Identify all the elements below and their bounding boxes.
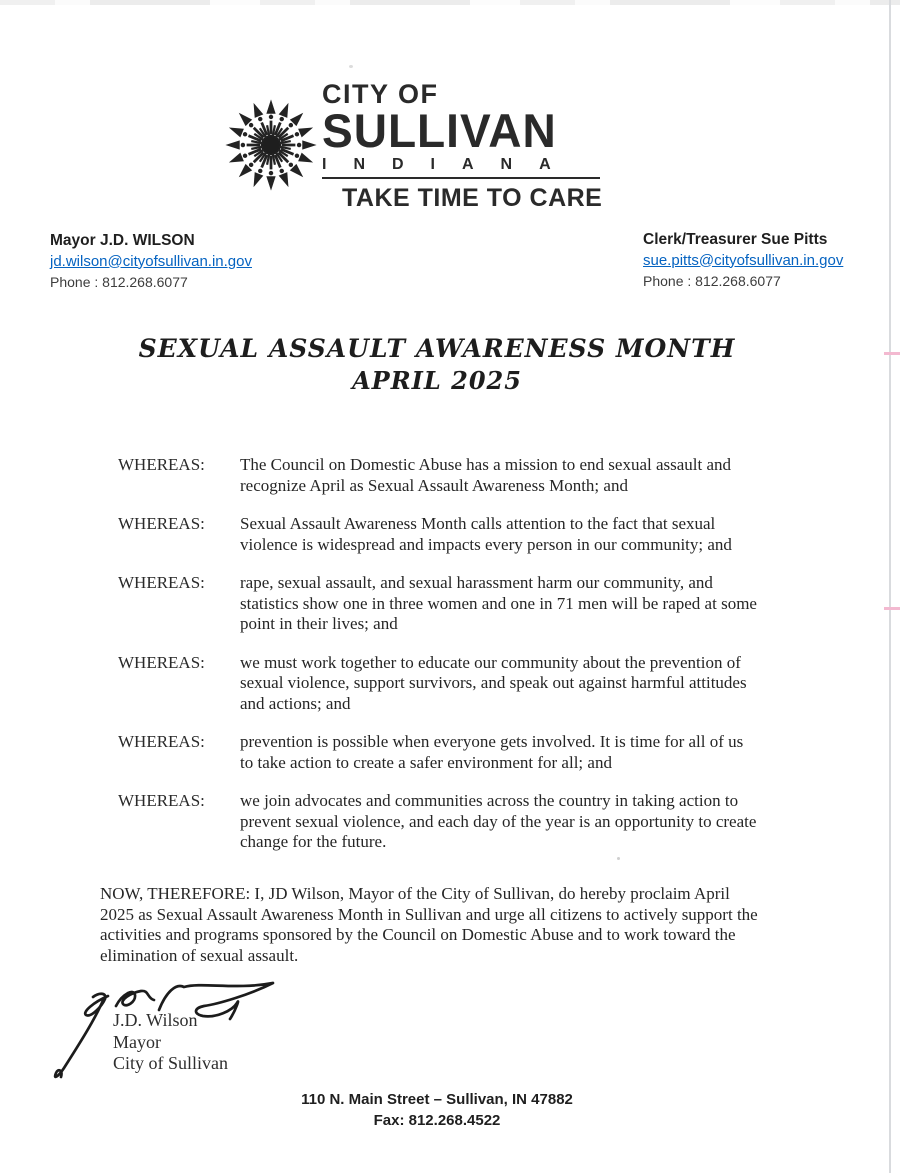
scan-pink-tick-artifact <box>884 607 900 610</box>
whereas-text: The Council on Domestic Abuse has a mission to end sexual assault and recognize April as Sexual Assault Awareness Month; and <box>240 455 732 495</box>
logo-text-block <box>322 80 618 213</box>
whereas-text: Sexual Assault Awareness Month calls attention to the fact that sexual violence is widespread and impacts every person in our community; and <box>240 514 732 554</box>
proclamation-paragraph: NOW, THEREFORE: I, JD Wilson, Mayor of the City of Sullivan, do hereby proclaim April 2025 as Sexual Assault Awareness Month in Sullivan and urge all citizens to actively support the activities and programs sponsored by the Council on Domestic Abuse and to work toward the elimination of sexual assault. <box>100 884 758 965</box>
proclamation-title-line2: APRIL 2025 <box>352 366 522 395</box>
scan-speck-artifact <box>349 65 353 68</box>
whereas-text: rape, sexual assault, and sexual harassment harm our community, and statistics show one in three women and one in 71 men will be raped at some point in their lives; and <box>240 573 757 633</box>
whereas-section <box>118 455 766 871</box>
footer-address: 110 N. Main Street – Sullivan, IN 47882 <box>301 1091 573 1108</box>
clerk-contact-block <box>643 230 843 292</box>
signatory-org: City of Sullivan <box>113 1053 229 1073</box>
starburst-icon <box>218 92 324 198</box>
footer-fax: Fax: 812.268.4522 <box>373 1111 501 1129</box>
whereas-clause <box>118 573 766 635</box>
logo-city-of: CITY OF <box>322 79 439 109</box>
whereas-text: we join advocates and communities across the country in taking action to prevent sexual violence, and each day of the year is an opportunity to create change for the future. <box>240 791 757 851</box>
whereas-label: WHEREAS: <box>118 791 205 810</box>
whereas-label: WHEREAS: <box>118 455 205 474</box>
scan-right-line-artifact <box>889 0 891 1173</box>
logo-tagline: TAKE TIME TO CARE <box>342 184 603 212</box>
logo-divider <box>322 177 600 179</box>
whereas-clause <box>118 653 766 715</box>
whereas-label: WHEREAS: <box>118 652 205 672</box>
logo-sullivan: SULLIVAN <box>322 104 557 157</box>
mayor-name: Mayor J.D. WILSON <box>50 232 195 249</box>
clerk-email-link[interactable]: sue.pitts@cityofsullivan.in.gov <box>643 251 844 269</box>
signatory-title: Mayor <box>113 1031 161 1052</box>
signature-block <box>113 1010 228 1075</box>
whereas-label: WHEREAS: <box>118 732 205 751</box>
whereas-text: prevention is possible when everyone gets involved. It is time for all of us to take action to create a safer environment for all; and <box>240 732 744 772</box>
whereas-clause <box>118 791 766 853</box>
mayor-email-link[interactable]: jd.wilson@cityofsullivan.in.gov <box>50 252 252 270</box>
whereas-label: WHEREAS: <box>118 573 205 592</box>
scan-top-edge-artifact <box>0 0 900 5</box>
proclamation-title <box>0 334 874 396</box>
whereas-clause <box>118 514 766 555</box>
whereas-text: we must work together to educate our community about the prevention of sexual violence, support survivors, and speak out against harmful attitudes and actions; and <box>240 652 747 713</box>
proclamation-title-line1: SEXUAL ASSAULT AWARENESS MONTH <box>138 334 736 363</box>
logo-indiana: INDIANA <box>322 156 578 173</box>
whereas-clause <box>118 455 766 496</box>
whereas-clause <box>118 732 766 773</box>
clerk-phone: Phone : 812.268.6077 <box>643 273 781 289</box>
scan-pink-tick-artifact <box>884 352 900 355</box>
mayor-phone: Phone : 812.268.6077 <box>50 274 188 290</box>
footer-block <box>0 1090 874 1131</box>
signatory-name: J.D. Wilson <box>113 1010 198 1030</box>
clerk-name: Clerk/Treasurer Sue Pitts <box>643 231 828 248</box>
whereas-label: WHEREAS: <box>118 514 205 533</box>
mayor-contact-block <box>50 231 252 293</box>
